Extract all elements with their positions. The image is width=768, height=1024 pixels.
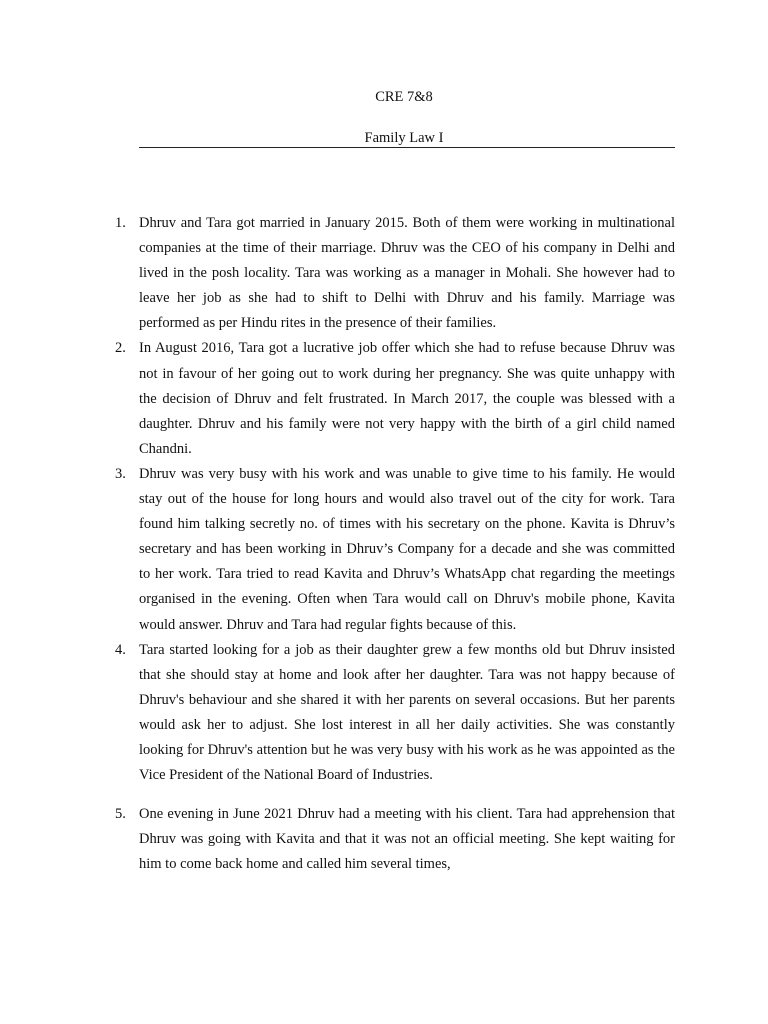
question-item-5 xyxy=(115,802,675,877)
question-item-3 xyxy=(115,462,675,638)
question-list xyxy=(115,211,675,877)
question-text: One evening in June 2021 Dhruv had a meeting with his client. Tara had apprehension that Dhruv was going with Kavita and that it was not an official meeting. She kept waiting for him to come back home and called him several times, xyxy=(139,806,675,873)
question-text: Dhruv and Tara got married in January 2015. Both of them were working in multinational companies at the time of their marriage. Dhruv was the CEO of his company in Delhi and lived in the posh locality. Tara was working as a manager in Mohali. She however had to leave her job as she had to shift to Delhi with Dhruv and his family. Marriage was performed as per Hindu rites in the presence of their families. xyxy=(139,215,675,332)
question-text: Tara started looking for a job as their daughter grew a few months old but Dhruv insisted that she should stay at home and look after her daughter. Tara was not happy because of Dhruv's behaviour and she shared it with her parents on several occasions. But her parents would ask her to adjust. She lost interest in all her daily activities. She was constantly looking for Dhruv's attention but he was very busy with his work as he was appointed as the Vice President of the National Board of Industries. xyxy=(139,641,675,784)
question-text: Dhruv was very busy with his work and was unable to give time to his family. He would stay out of the house for long hours and would also travel out of the city for work. Tara found him talking secretly no. of times with his secretary on the phone. Kavita is Dhruv’s secretary and has been working in Dhruv’s Company for a decade and she was committed to her work. Tara tried to read Kavita and Dhruv’s WhatsApp chat regarding the meetings organised in the evening. Often when Tara would call on Dhruv's mobile phone, Kavita would answer. Dhruv and Tara had regular fights because of this. xyxy=(139,465,675,633)
question-number: 1. xyxy=(115,215,126,231)
question-item-1 xyxy=(115,211,675,336)
question-item-2 xyxy=(115,336,675,461)
question-number: 3. xyxy=(115,465,126,482)
question-number: 2. xyxy=(115,340,126,357)
question-number: 5. xyxy=(115,806,126,823)
header-divider xyxy=(139,147,675,148)
subject-title: Family Law I xyxy=(364,130,444,146)
question-number: 4. xyxy=(115,641,126,658)
question-item-4 xyxy=(115,638,675,789)
course-code: CRE 7&8 xyxy=(375,89,433,105)
question-text: In August 2016, Tara got a lucrative job offer which she had to refuse because Dhruv was not in favour of her going out to work during her pregnancy. She was quite unhappy with the decision of Dhruv and felt frustrated. In March 2017, the couple was blessed with a daughter. Dhruv and his family were not very happy with the birth of a girl child named Chandni. xyxy=(139,340,675,457)
